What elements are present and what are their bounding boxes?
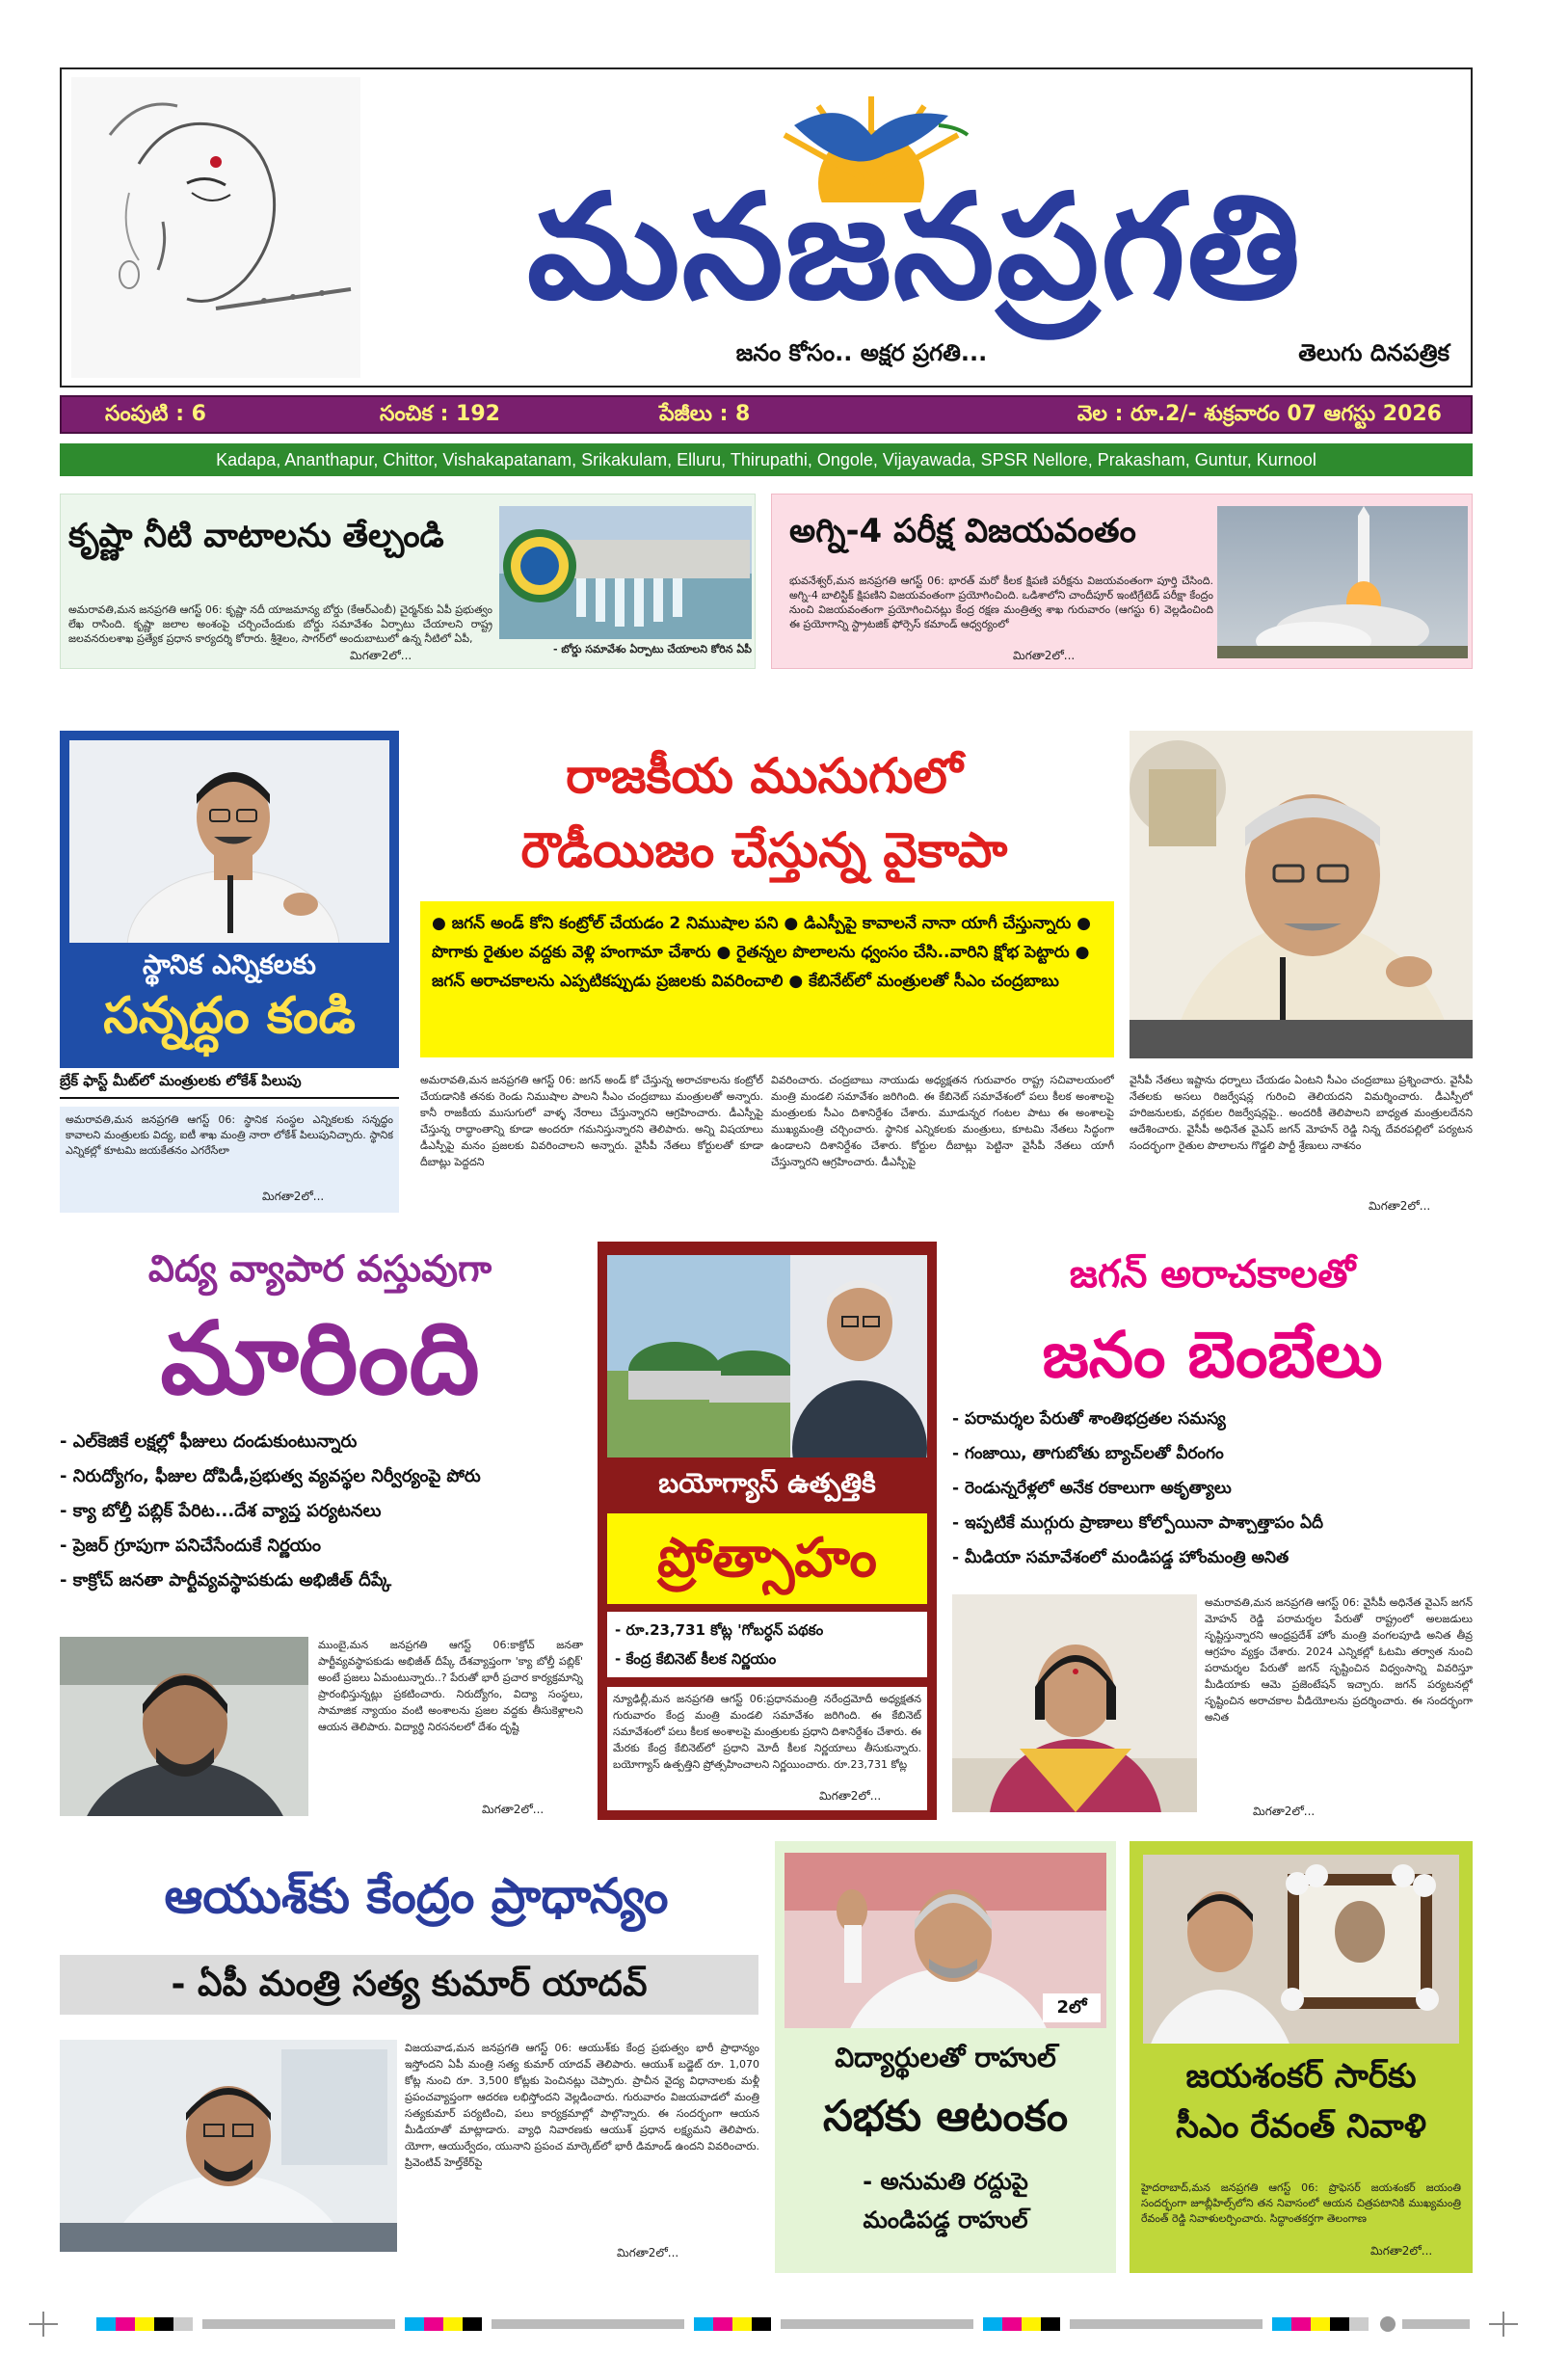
jayashankar-headline-line2: సీఎం రేవంత్ నివాళి <box>1176 2107 1426 2146</box>
jayashankar-continued-label: మిగతా2లో... <box>1370 2244 1433 2258</box>
jagan-kicker: జగన్ అరాచకాలతో <box>1069 1252 1356 1297</box>
education-body: ముంబై,మన జనప్రగతి ఆగస్ట్ 06:కాక్రోచ్ జనతా పార్టీవ్యవస్థాపకుడు అభిజీత్ దీప్కే దేశవ్యాప్తంగా 'క్యా బోల్తీ పబ్లిక్' అంటే ప్రజలు ఏమంటున్నారు..? పేరుతో భారీ ప్రచార కార్యక్రమాన్ని ప్రారంభిస్తున్నట్లు ప్రకటించారు. నిరుద్యోగం, విద్యా సంస్థలు, సామాజిక న్యాయం వంటి అంశాలను ప్రజల వద్దకు తీసుకెళ్లాలని ఆయన తెలిపారు. విద్యార్థి నిరసనలలో దేశం దృష్టి <box>318 1639 583 1733</box>
ayush-body: విజయవాడ,మన జనప్రగతి ఆగస్ట్ 06: ఆయుశ్‌కు కేంద్ర ప్రభుత్వం భారీ ప్రాధాన్యం ఇస్తోందని ఏపీ మంత్రి సత్య కుమార్ యాదవ్ తెలిపారు. ఆయుశ్ బడ్జెట్ రూ. 1,070 కోట్ల నుంచి రూ. 3,500 కోట్లకు పెంచినట్లు చెప్పారు. ప్రాచీన వైద్య విధానాలకు మళ్లీ ప్రపంచవ్యాప్తంగా ఆదరణ లభిస్తోందని వెల్లడించారు. గురువారం విజయవాడలో మంత్రి సత్యకుమార్ పర్యటించి, పలు కార్యక్రమాల్లో పాల్గొన్నారు. ఈ సందర్భంగా ఆయన మీడియాతో మాట్లాడారు. వ్యాధి నివారణకు ఆయుశ్ ప్రధాన లక్ష్యమని తెలిపారు. యోగా, ఆయుర్వేదం, యునాని ప్రపంచ మార్కెట్‌లో భారీ డిమాండ్ ఉందని వివరించారు. ప్రివెంటివ్ హెల్త్‌కేర్‌పై <box>405 2042 759 2169</box>
krishna-story <box>60 494 756 669</box>
education-headline: మారింది <box>160 1299 480 1417</box>
lokesh-body: అమరావతి,మన జనప్రగతి ఆగస్ట్ 06: స్థానిక సంస్థల ఎన్నికలకు సన్నద్ధం కావాలని మంత్రులకు విద్య, ఐటీ శాఖ మంత్రి నారా లోకేశ్ పిలుపునిచ్చారు. స్థానిక ఎన్నికల్లో కూటమి జయకేతనం ఎగరేసేలా <box>66 1113 393 1157</box>
education-bullet: - కాక్రోచ్ జనతా పార్టీవ్యవస్థాపకుడు అభిజీత్ దీప్కే <box>60 1564 599 1598</box>
education-bullet: - ఎల్‌కెజికే లక్షల్లో ఫీజులు దండుకుంటున్నారు <box>60 1425 599 1459</box>
rowdyism-col1: అమరావతి,మన జనప్రగతి ఆగస్ట్ 06: జగన్ అండ్ కో చేస్తున్న అరాచకాలను కంట్రోల్ చేయడానికి తనకు రెండు నిముషాల పాలని సీఎం చంద్రబాబు మంత్రులతో అన్నారు. కానీ రాజకీయ ముసుగులో వాళ్ళ నేరాలు చేస్తున్నారని ఆగ్రహించారు. డీఎస్పీపై చేస్తున్న రాద్ధాంతాన్ని కూడా అందరూ గమనిస్తున్నారని తెలిపారు. అన్ని విషయాలు డీఎస్పీపై మనం ప్రజలకు వివరించాలని అన్నారు. వైసీపీ నేతలు కోర్టులతో కూడా దీబాట్లు పెద్దదని <box>420 1074 763 1168</box>
jagan-body: అమరావతి,మన జనప్రగతి ఆగస్ట్ 06: వైసీపీ అధినేత వైఎస్ జగన్ మోహన్ రెడ్డి పరామర్శల పేరుతో రాష్ట్రంలో అలజడులు సృష్టిస్తున్నారని ఆంధ్రప్రదేశ్ హోం మంత్రి వంగలపూడి అనిత తీవ్ర ఆగ్రహం వ్యక్తం చేశారు. 2024 ఎన్నికల్లో ఓటమి తర్వాత నుంచి పరామర్శల పేరుతో జగన్ సృష్టించిన విధ్వంసాన్ని వివరిస్తూ మీడియాకు ఆమె ప్రజెంటేషన్ ఇచ్చారు. జగన్ పర్యటనల్లో సృష్టించిన అరాచకాల వీడియోలను ప్రదర్శించారు. ఈ సందర్భంగా అనిత <box>1205 1596 1473 1724</box>
abhijeet-photo <box>60 1637 308 1816</box>
biogas-bullet: - కేంద్ర కేబినెట్ కీలక నిర్ణయం <box>615 1645 919 1673</box>
rahul-page-badge: 2లో <box>1043 1993 1101 2022</box>
rowdyism-bullets-box <box>420 901 1114 1057</box>
jagan-bullet: - గంజాయి, తాగుబోతు బ్యాచ్‌లతో వీరంగం <box>952 1436 1473 1471</box>
jagan-bullet: - ఇప్పటికే ముగ్గురు ప్రాణాలు కోల్పోయినా పాశ్చాత్తాపం ఏదీ <box>952 1506 1473 1540</box>
education-bullet: - ప్రెజర్ గ్రూపుగా పనిచేసేందుకే నిర్ణయం <box>60 1529 599 1564</box>
biogas-body-box <box>607 1687 927 1810</box>
info-bar <box>60 395 1473 434</box>
agni-missile-photo <box>1217 506 1468 658</box>
biogas-story <box>598 1242 937 1820</box>
rahul-headline-line1: విద్యార్థులతో రాహుల్ <box>835 2042 1056 2073</box>
biogas-headline-box <box>607 1513 927 1604</box>
jagan-bullet: - పరామర్శల పేరుతో శాంతిభద్రతల సమస్య <box>952 1402 1473 1436</box>
rahul-story <box>775 1841 1116 2273</box>
rahul-subhead-line2: మండిపడ్డ రాహుల్ <box>863 2206 1028 2233</box>
education-continued-label: మిగతా2లో... <box>482 1803 545 1816</box>
jayashankar-story <box>1130 1841 1473 2273</box>
agni-story <box>771 494 1473 669</box>
anitha-photo <box>952 1594 1197 1812</box>
rowdyism-headline-line2: రౌడీయిజం చేస్తున్న వైకాపా <box>520 822 1008 878</box>
education-kicker: విద్య వ్యాపార వస్తువుగా <box>147 1247 492 1290</box>
registration-marks <box>0 2310 1542 2339</box>
rowdyism-headline-line1: రాజకీయ ముసుగులో <box>566 748 963 804</box>
jayashankar-body: హైదరాబాద్,మన జనప్రగతి ఆగస్ట్ 06: ప్రొఫెసర్ జయశంకర్ జయంతి సందర్భంగా జూబ్లీహిల్స్‌లోని తన నివాసంలో ఆయన చిత్రపటానికి ముఖ్యమంత్రి రేవంత్ రెడ్డి నివాళులర్పించారు. సిద్ధాంతకర్తగా తెలంగాణ <box>1141 2181 1461 2225</box>
biogas-bullet: - రూ.23,731 కోట్ల 'గోబర్ధన్ పథకం <box>615 1616 919 1645</box>
price-date: వెల : రూ.2/- శుక్రవారం 07 ఆగస్టు 2026 <box>1077 402 1442 426</box>
agni-headline: అగ్ని-4 పరీక్ష విజయవంతం <box>789 512 1136 550</box>
education-bullet: - నిరుద్యోగం, ఫీజుల దోపిడీ,ప్రభుత్వ వ్యవస్థల నిర్వీర్యంపై పోరు <box>60 1459 599 1494</box>
agni-body: భువనేశ్వర్,మన జనప్రగతి ఆగస్ట్ 06: భారత్ మరో కీలక క్షిపణి పరీక్షను విజయవంతంగా పూర్తి చేసింది. అగ్ని-4 బాలిస్టిక్ క్షిపణిని విజయవంతంగా ప్రయోగించింది. ఒడిశాలోని చాందీపూర్ ఇంటిగ్రేటెడ్ పరీక్షా కేంద్రం నుంచి విజయవంతంగా ప్రయోగించినట్లు కేంద్ర రక్షణ మంత్రిత్వ శాఖ గురువారం (ఆగస్టు 6) వెల్లడించింది ఈ ప్రయోగాన్ని స్ట్రాటజిక్ ఫోర్సెస్ కమాండ్ ఆధ్వర్యంలో <box>789 575 1213 630</box>
jagan-bullet: - మీడియా సమావేశంలో మండిపడ్డ హోంమంత్రి అనిత <box>952 1540 1473 1575</box>
krishna-body: అమరావతి,మన జనప్రగతి ఆగస్ట్ 06: కృష్ణా నదీ యాజమాన్య బోర్డు (కేఆర్ఎంబీ) చైర్మన్‌కు ఏపీ ప్రభుత్వం లేఖ రాసింది. కృష్ణా జలాల అంశంపై చర్చించేందుకు బోర్డు సమావేశం ఏర్పాటు చేయాలని రాష్ట్ర జలవనరులశాఖ ప్రత్యేక ప్రధాన కార్యదర్శి కోరారు. శ్రీశైలం, సాగర్‌లో అందుబాటులో ఉన్న నీటిలో ఏపీ, <box>68 603 492 645</box>
satya-kumar-photo <box>60 2040 397 2252</box>
krishna-sketch-illustration <box>71 77 360 378</box>
jayashankar-headline-line1: జయశంకర్ సార్‌కు <box>1185 2057 1417 2096</box>
masthead <box>60 67 1473 388</box>
biogas-bullets <box>607 1612 927 1677</box>
page-count: పేజీలు : 8 <box>659 402 751 426</box>
krishna-headline: కృష్ణా నీటి వాటాలను తేల్చండి <box>68 517 444 555</box>
rahul-headline-line2: సభకు ఆటంకం <box>822 2092 1069 2141</box>
jagan-bullet: - రెండున్నరేళ్లలో అనేక రకాలుగా అకృత్యాలు <box>952 1471 1473 1506</box>
biogas-body: న్యూఢిల్లీ,మన జనప్రగతి ఆగస్ట్ 06:ప్రధానమంత్రి నరేంద్రమోదీ అధ్యక్షతన గురువారం కేంద్ర మంత్రి మండలి సమావేశం జరిగింది. ఈ కేబినెట్ సమావేశంలో పలు కీలక అంశాలపై మంత్రులకు ప్రధాని దిశానిర్దేశం చేశారు. ఈ మేరకు కేంద్ర కేబినెట్‌లో ప్రధాని మోదీ కీలక నిర్ణయాలు తీసుకున్నారు. బయోగ్యాస్ ఉత్పత్తిని ప్రోత్సహించాలని నిర్ణయించారు. రూ.23,731 కోట్ల <box>613 1693 921 1771</box>
krishna-caption: - బోర్డు సమావేశం ఏర్పాటు చేయాలని కోరిన ఏపీ <box>552 643 752 655</box>
jagan-bullets <box>952 1402 1473 1575</box>
biogas-continued-label: మిగతా2లో... <box>819 1789 882 1803</box>
rowdyism-col3: వైసీపీ నేతలు ఇష్టాను ధర్నాలు చేయడం ఏంటని సీఎం చంద్రబాబు ప్రశ్నించారు. వైసీపీ నేతలకు అసలు రిజర్వేషన్ల గురించి తెలియదని విమర్శించారు. డీఎస్పీలో హరిజనులకు, వర్గకుల రిజర్వేషన్లపై.. అందరికీ తెలిపాలని బాధ్యత మంత్రులదేనని ఆదేశించారు. వైసీపీ అధినేత వైఎస్ జగన్ మోహన్ రెడ్డి నిన్న దేవరపల్లిలో పర్యటన సందర్భంగా రైతుల పొలాలను గొడ్డలి పార్టీ శ్రేణులు నాశనం <box>1130 1074 1473 1152</box>
biogas-headline-line1: బయోగ్యాస్ ఉత్పత్తికి <box>658 1467 876 1499</box>
issue-number: సంచిక : 192 <box>380 402 500 426</box>
lokesh-headline: సన్నద్ధం కండి <box>103 987 356 1045</box>
lokesh-continued-label: మిగతా2లో... <box>262 1190 325 1203</box>
education-bullet: - క్యా బోల్తీ పబ్లిక్ పేరిట...దేశ వ్యాప్త పర్యటనలు <box>60 1494 599 1529</box>
lokesh-photo <box>69 740 389 943</box>
jagan-headline: జనం బెంబేలు <box>1042 1318 1383 1392</box>
ayush-continued-label: మిగతా2లో... <box>617 2246 679 2260</box>
paper-title: మనజనప్రగతి <box>526 164 1303 332</box>
lokesh-body-box <box>60 1107 399 1213</box>
rowdyism-bullets: ● జగన్ అండ్ కోని కంట్రోల్ చేయడం 2 నిముషాల పని ● డిఎస్పీపై కావాలనే నానా యాగీ చేస్తున్నారు ● పొగాకు రైతుల వద్దకు వెళ్లి హంగామా చేశారు ● రైతన్నల పొలాలను ధ్వంసం చేసి..వారిని క్షోభ పెట్టారు ● జగన్ అరాచకాలను ఎప్పటికప్పుడు ప్రజలకు వివరించాలి ● కేబినేట్‌లో మంత్రులతో సీఎం చంద్రబాబు <box>432 914 1092 991</box>
lokesh-kicker: స్థానిక ఎన్నికలకు <box>143 949 316 980</box>
rowdyism-col2: వివరించారు. చంద్రబాబు నాయుడు అధ్యక్షతన గురువారం రాష్ట్ర సచివాలయంలో మంత్రి మండలి సమావేశం జరిగింది. ఈ కేబినెట్ సమావేశంలో పలు కీలక అంశాలపై మంత్రులకు సీఎం దిశానిర్దేశం చేశారు. మూడున్నర గంటల పాటు ఈ అంశాలపై ముఖ్యమంత్రి చర్చించారు. స్థానిక ఎన్నికలకు మంత్రులు, కూటమి నేతలు సిద్ధంగా ఉండాలని దిశానిర్దేశం చేశారు. కోర్టుల దీబాట్లు పెట్టినా వైసీపీ నేతలు యాగీ చేస్తున్నారని ఆగ్రహించారు. డీఎస్పీపై <box>771 1074 1114 1168</box>
ayush-subhead: - ఏపీ మంత్రి సత్య కుమార్ యాదవ్ <box>60 1955 758 2015</box>
ayush-headline: ఆయుశ్‌కు కేంద్రం ప్రాధాన్యం <box>164 1868 669 1924</box>
biogas-headline-line2: ప్రోత్సాహం <box>657 1527 877 1590</box>
rahul-subhead-line1: - అనుమతి రద్దుపై <box>863 2168 1028 2195</box>
editions-bar: Kadapa, Ananthapur, Chittor, Vishakapatanam, Srikakulam, Elluru, Thirupathi, Ongole, Vijayawada, SPSR Nellore, Prakasham, Guntur, Kurnool <box>60 443 1473 476</box>
rowdyism-continued-label: మిగతా2లో... <box>1369 1199 1431 1213</box>
lokesh-story <box>60 731 399 1068</box>
paper-type: తెలుగు దినపత్రిక <box>1298 339 1449 366</box>
agni-continued-label: మిగతా2లో... <box>1013 649 1076 662</box>
lokesh-subhead: బ్రేక్ ఫాస్ట్ మీట్‌లో మంత్రులకు లోకేశ్ పిలుపు <box>60 1072 399 1099</box>
jagan-continued-label: మిగతా2లో... <box>1253 1805 1316 1818</box>
education-bullets <box>60 1425 599 1598</box>
chandrababu-photo <box>1130 731 1473 1058</box>
krishna-dam-photo <box>499 506 752 639</box>
revanth-photo <box>1143 1855 1459 2044</box>
krishna-continued-label: మిగతా2లో... <box>350 649 412 662</box>
paper-tagline: జనం కోసం.. అక్షర ప్రగతి... <box>735 339 988 366</box>
volume-number: సంపుటి : 6 <box>105 402 206 426</box>
biogas-plant-photo <box>607 1255 927 1457</box>
